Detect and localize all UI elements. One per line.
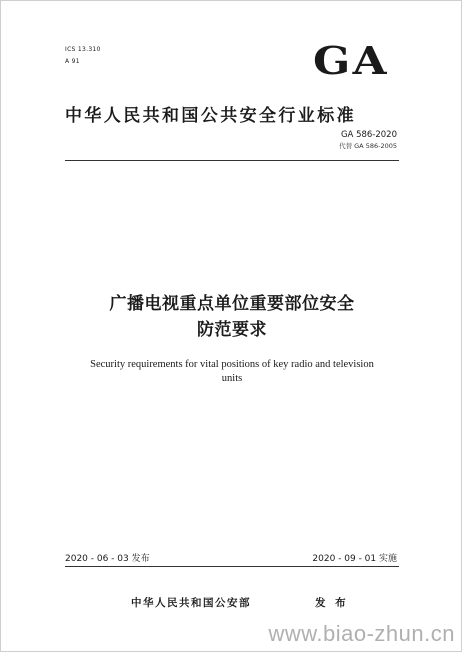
site-watermark: www.biao-zhun.cn (268, 621, 455, 646)
ics-code: ICS 13.310 (65, 46, 101, 53)
standard-category-title: 中华人民共和国公共安全行业标准 (65, 106, 356, 126)
issue-label: 发 布 (315, 597, 349, 609)
ga-logo: GA (313, 38, 389, 83)
document-title-en-line1: Security requirements for vital positions of key radio and television (90, 359, 374, 370)
publish-date: 2020 - 06 - 03 发布 (65, 554, 150, 564)
document-title-cn-line2: 防范要求 (197, 320, 267, 340)
document-title-en (51, 358, 413, 386)
document-title-cn-line1: 广播电视重点单位重要部位安全 (109, 294, 355, 314)
document-title-en-line2: units (221, 373, 243, 384)
replaces-note: 代替 GA 586-2005 (339, 142, 397, 150)
header-divider (65, 160, 399, 161)
footer-divider (65, 566, 399, 567)
standard-code: GA 586-2020 (340, 130, 397, 140)
ccs-code: A 91 (65, 58, 80, 65)
issuing-authority: 中华人民共和国公安部 (131, 597, 251, 609)
implement-date: 2020 - 09 - 01 实施 (312, 554, 397, 564)
